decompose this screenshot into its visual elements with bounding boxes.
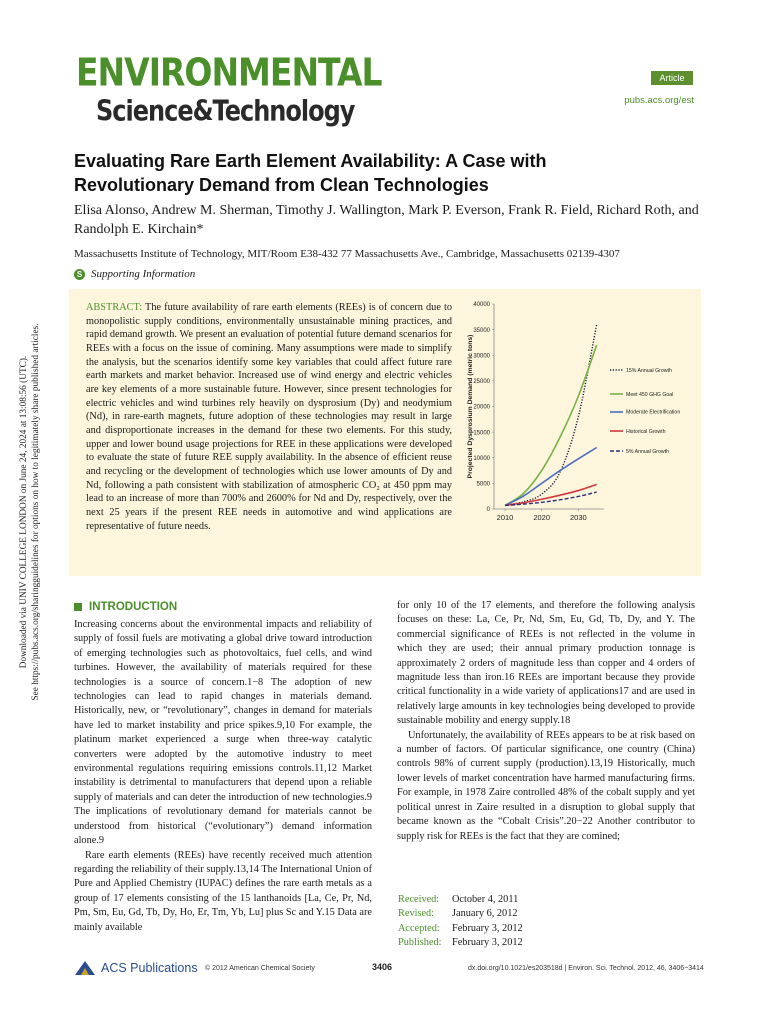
publication-dates xyxy=(398,893,523,951)
intro-column-2 xyxy=(397,599,695,844)
date-label: Revised: xyxy=(398,908,435,920)
y-tick-label: 10000 xyxy=(473,455,490,462)
legend-label: 5% Annual Growth xyxy=(626,448,669,455)
legend-label: Moderate Electrification xyxy=(626,409,681,416)
copyright-notice: © 2012 American Chemical Society xyxy=(205,965,315,972)
y-tick-label: 35000 xyxy=(473,327,490,334)
legend-label: Historical Growth xyxy=(626,428,666,435)
date-row xyxy=(398,936,523,950)
y-tick-label: 5000 xyxy=(476,481,490,488)
article-title: Evaluating Rare Earth Element Availability: A Case with Revolutionary Demand from Clean Technologies xyxy=(74,151,547,195)
legend-label: Meet 450 GHG Goal xyxy=(626,391,674,398)
abstract-label: ABSTRACT: xyxy=(86,302,143,313)
affiliation: Massachusetts Institute of Technology, MIT/Room E38-432 77 Massachusetts Ave., Cambridge, Massachusetts 02139-4307 xyxy=(74,248,620,260)
date-value: February 3, 2012 xyxy=(452,937,523,949)
y-tick-label: 20000 xyxy=(473,404,490,411)
x-tick-label: 2010 xyxy=(496,513,514,522)
abstract xyxy=(86,301,452,533)
download-note-line-2: See https://pubs.acs.org/sharingguidelines for options on how to legitimately share published articles. xyxy=(31,323,41,701)
introduction-heading-text: INTRODUCTION xyxy=(89,601,178,613)
abstract-body: The future availability of rare earth elements (REEs) is of concern due to monopolistic supply conditions, environmentally unsustainable mining practices, and rapid demand growth. We present an evaluation of potential future demand scenarios for REEs with a focus on the issue of comining. Many assumptions were made to simplify the analysis, but the scenarios identify some key variables that could affect future rare earth markets and market behavior. Increased use of wind energy and electric vehicles are key elements of a more sustainable future. However, since present technologies for electric vehicles and wind turbines rely heavily on dysprosium (Dy) and neodymium (Nd), in rare-earth magnets, future adoption of these technologies may result in large and disproportionate increases in the demand for these two elements. For this study, upper and lower bound usage projections for REE in these applications were developed to evaluate the state of future REE supply availability. In the absence of efficient reuse and recycling or the development of technologies which use lower amounts of Dy and Nd, following a path consistent with stabilization of atmospheric CO₂ at 450 ppm may lead to an increase of more than 700% and 2600% for Nd and Dy, respectively, over the next 25 years if the present REE needs in automotive and wind applications are representative of future needs. xyxy=(86,302,452,532)
introduction-heading xyxy=(74,601,177,613)
intro-paragraph: Unfortunately, the availability of REEs appears to be at risk based on a number of factors. Of particular significance, one country (China) controls 98% of current supply (production).13,19 Historically, much lower levels of market concentration have harmed manufacturing firms. For example, in 1978 Zaire controlled 48% of the cobalt supply and yet political unrest in Zaire resulted in a disruption to global supply that became known as the “Cobalt Crisis”.20−22 Another contributor to supply risk for REEs is the fact that they are comined; xyxy=(397,729,695,842)
download-note-line-1: Downloaded via UNIV COLLEGE LONDON on June 24, 2024 at 13:08:56 (UTC). xyxy=(19,355,29,669)
publisher-name: ACS Publications xyxy=(101,961,198,975)
journal-logo-top: ENVIRONMENTAL xyxy=(76,50,382,95)
dysprosium-demand-chart xyxy=(460,296,700,536)
date-row xyxy=(398,907,523,921)
intro-paragraph: Rare earth elements (REEs) have recently received much attention regarding the reliability of their supply.13,14 The International Union of Pure and Applied Chemistry (IUPAC) defines the rare earth metals as a group of 17 elements consisting of the 15 lanthanoids [La, Ce, Pr, Nd, Pm, Sm, Eu, Gd, Tb, Dy, Ho, Er, Tm, Yb, Lu] plus Sc and Y.15 Data are mainly available xyxy=(74,849,372,933)
supporting-info-icon: S xyxy=(74,269,85,280)
intro-column-1 xyxy=(74,618,372,935)
y-tick-label: 30000 xyxy=(473,353,490,360)
date-label: Published: xyxy=(398,937,442,949)
x-tick-label: 2020 xyxy=(533,513,551,522)
y-tick-label: 25000 xyxy=(473,379,490,386)
page-number: 3406 xyxy=(372,962,393,972)
section-marker-icon xyxy=(74,603,82,611)
article-type-badge: Article xyxy=(651,71,693,85)
journal-logo-bottom: Science&Technology xyxy=(96,94,355,128)
author-list: Elisa Alonso, Andrew M. Sherman, Timothy J. Wallington, Mark P. Everson, Frank R. Field, Richard Roth, and Randolph E. Kirchain* xyxy=(74,203,699,237)
series-line xyxy=(505,345,597,505)
acs-logo-icon xyxy=(74,960,96,976)
date-label: Accepted: xyxy=(398,922,440,934)
date-value: January 6, 2012 xyxy=(452,908,518,920)
date-label: Received: xyxy=(398,894,440,905)
date-value: February 3, 2012 xyxy=(452,922,523,934)
series-line xyxy=(505,325,597,506)
y-tick-label: 40000 xyxy=(473,302,490,309)
doi-citation[interactable]: dx.doi.org/10.1021/es203518d | Environ. Sci. Technol. 2012, 46, 3406−3414 xyxy=(468,965,704,972)
x-tick-label: 2030 xyxy=(569,513,587,522)
legend-label: 15% Annual Growth xyxy=(626,367,672,374)
acs-publications-logo xyxy=(74,960,198,976)
date-row xyxy=(398,922,523,936)
y-axis-label: Projected Dysprosium Demand (metric tons) xyxy=(467,334,474,479)
download-note xyxy=(18,192,42,832)
intro-paragraph: Increasing concerns about the environmental impacts and reliability of supply of fossil fuels are motivating a global drive toward introduction of emerging technologies such as photovoltaics, fuel cells, and wind turbines. However, the availability of materials required for these technologies is a source of concern.1−8 The adoption of new technologies can lead to rapid changes in materials demand. Historically, new, or “revolutionary”, changes in demand for materials have led to market instability and price spikes.9,10 For example, the platinum market experienced a surge when three-way catalytic converters were adopted by the automotive industry to meet environmental regulations requiring emissions controls.11,12 Market instability is detrimental to manufacturers that depend upon a reliable supply of materials and can deter the introduction of new technologies.9 The implications of revolutionary demand for materials cannot be understood from historical (“evolutionary”) demand information alone.9 xyxy=(74,619,372,847)
date-row xyxy=(398,893,523,907)
supporting-info-label: Supporting Information xyxy=(91,268,196,280)
intro-paragraph: for only 10 of the 17 elements, and therefore the following analysis focuses on these: La, Ce, Pr, Nd, Sm, Eu, Gd, Tb, Dy, and Y. The commercial significance of REEs is not reflected in the volume in which they are used; their annual primary production tonnage is approximately 2 orders of magnitude less than copper and 4 orders of magnitude less than iron.16 REEs are important because they provide critical functionality in a wide variety of applications17 and are used in relatively large amounts in key technologies being developed to provide sustainable mobility and energy supply.18 xyxy=(397,600,695,727)
supporting-information-link[interactable] xyxy=(74,268,195,280)
y-tick-label: 0 xyxy=(486,507,490,514)
date-value: October 4, 2011 xyxy=(452,894,519,905)
y-tick-label: 15000 xyxy=(473,430,490,437)
journal-url-link[interactable]: pubs.acs.org/est xyxy=(624,95,694,106)
